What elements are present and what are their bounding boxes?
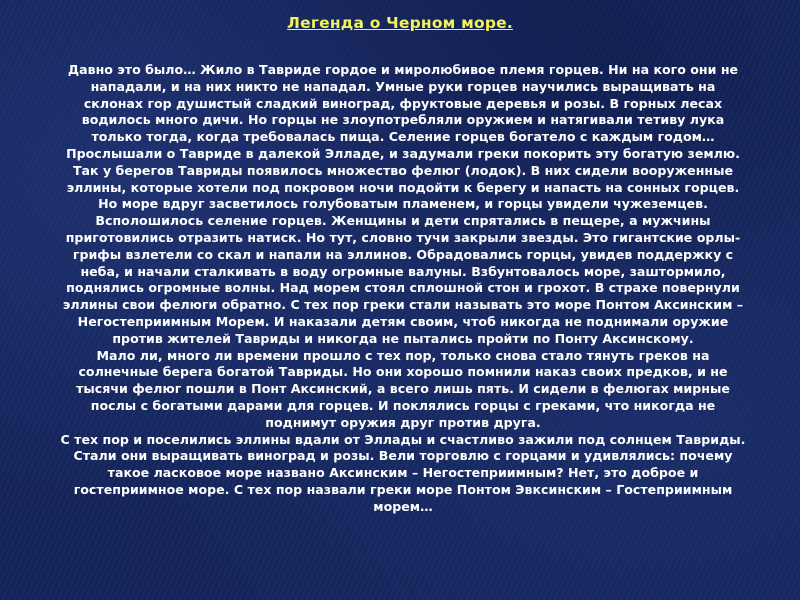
text-line: морем…: [373, 498, 433, 514]
text-line: поднялись огромные волны. Над морем стоял сплошной стон и грохот. В страхе повернули: [66, 280, 740, 296]
text-line: Мало ли, много ли времени прошло с тех пор, только снова стало тянуть греков на: [96, 347, 710, 363]
text-line: поднимут оружия друг против друга.: [265, 414, 541, 430]
text-line: Всполошилось селение горцев. Женщины и дети спрятались в пещере, а мужчины: [95, 213, 711, 229]
text-line: грифы взлетели со скал и напали на эллинов. Обрадовались горцы, увидев поддержку с: [72, 246, 734, 262]
text-line: склонах гор душистый сладкий виноград, фруктовые деревья и розы. В горных лесах: [83, 95, 723, 111]
text-line: неба, и начали сталкивать в воду огромные валуны. Взбунтовалось море, заштормило,: [80, 263, 726, 279]
text-line: тысячи фелюг пошли в Понт Аксинский, а всего лишь пять. И сидели в фелюгах мирные: [76, 381, 730, 397]
text-line: гостеприимное море. С тех пор назвали греки море Понтом Эвксинским – Гостеприимным: [73, 481, 733, 497]
text-line: такое ласковое море названо Аксинским – Негостеприимным? Нет, это доброе и: [107, 465, 699, 481]
text-line: послы с богатыми дарами для горцев. И поклялись горцы с греками, что никогда не: [90, 397, 716, 413]
text-line: Прослышали о Тавриде в далекой Элладе, и задумали греки покорить эту богатую землю.: [66, 145, 740, 161]
text-line: Давно это было… Жило в Тавриде гордое и миролюбивое племя горцев. Ни на кого они не: [67, 62, 739, 77]
legend-text: [26, 62, 780, 516]
text-line: Но море вдруг засветилось голубоватым пламенем, и горцы увидели чужеземцев.: [98, 196, 708, 212]
text-line: только тогда, когда требовалась пища. Селение горцев богатело с каждым годом…: [91, 129, 715, 145]
slide-title: Легенда о Черном море.: [287, 14, 513, 32]
text-line: С тех пор и поселились эллины вдали от Эллады и счастливо зажили под солнцем Тавриды.: [60, 431, 746, 447]
text-line: Негостеприимным Морем. И наказали детям своим, чтоб никогда не поднимали оружие: [77, 313, 729, 329]
text-line: эллины свои фелюги обратно. С тех пор греки стали называть это море Понтом Аксинским –: [62, 297, 744, 313]
text-line: нападали, и на них никто не нападал. Умные руки горцев научились выращивать на: [90, 78, 716, 94]
text-line: эллины, которые хотели под покровом ночи подойти к берегу и напасть на сонных горцев.: [66, 179, 740, 195]
text-line: Так у берегов Тавриды появилось множество фелюг (лодок). В них сидели вооруженные: [72, 162, 734, 178]
text-line: солнечные берега богатой Тавриды. Но они хорошо помнили наказ своих предков, и не: [78, 364, 728, 380]
text-line: приготовились отразить натиск. Но тут, словно тучи закрыли звезды. Это гигантские орлы-: [65, 229, 741, 245]
text-line: Стали они выращивать виноград и розы. Вели торговлю с горцами и удивлялись: почему: [73, 448, 733, 464]
text-line: водилось много дичи. Но горцы не злоупотребляли оружием и натягивали тетиву лука: [81, 112, 725, 128]
text-line: против жителей Тавриды и никогда не пытались пройти по Понту Аксинскому.: [112, 330, 694, 346]
